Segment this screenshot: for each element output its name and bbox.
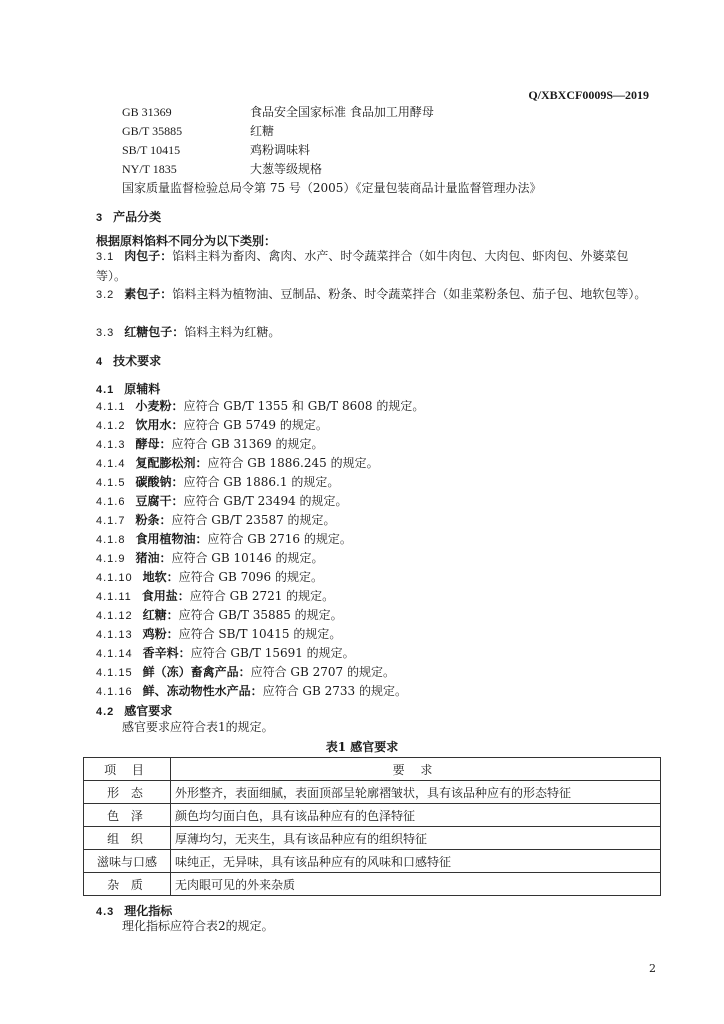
table-row	[84, 781, 661, 804]
table-row	[84, 873, 661, 896]
section-3-heading: 3 产品分类	[96, 210, 162, 224]
clause-4-1-9: 4.1.9 猪油：应符合 GB 10146 的规定。	[96, 551, 324, 565]
section-4-1-heading: 4.1 原辅料	[96, 382, 161, 396]
clause-4-1-16: 4.1.16 鲜、冻动物性水产品：应符合 GB 2733 的规定。	[96, 684, 407, 698]
row-requirement: 外形整齐，表面细腻，表面顶部呈轮廓褶皱状，具有该品种应有的形态特征	[171, 781, 661, 804]
clause-3-3: 3.3 红糖包子：馅料主料为红糖。	[96, 325, 281, 339]
clause-4-1-1: 4.1.1 小麦粉：应符合 GB/T 1355 和 GB/T 8608 的规定。	[96, 399, 425, 413]
reference-row	[122, 104, 434, 121]
clause-4-1-2: 4.1.2 饮用水：应符合 GB 5749 的规定。	[96, 418, 328, 432]
row-item: 滋味与口感	[84, 850, 171, 873]
clause-4-1-14: 4.1.14 香辛料：应符合 GB/T 15691 的规定。	[96, 646, 355, 660]
reference-row	[122, 142, 310, 159]
table-row	[84, 804, 661, 827]
reference-code: GB 31369	[122, 105, 172, 119]
clause-3-1: 3.1 肉包子：馅料主料为畜肉、禽肉、水产、时令蔬菜拌合（如牛肉包、大肉包、虾肉包、外婆菜包等）。	[96, 249, 629, 283]
clause-4-1-4: 4.1.4 复配膨松剂：应符合 GB 1886.245 的规定。	[96, 456, 379, 470]
row-item: 组 织	[84, 827, 171, 850]
row-item: 色 泽	[84, 804, 171, 827]
reference-name: 红糖	[250, 124, 275, 138]
section-4-2-heading: 4.2 感官要求	[96, 704, 173, 718]
clause-4-1-12: 4.1.12 红糖：应符合 GB/T 35885 的规定。	[96, 608, 343, 622]
section-4-3-text: 理化指标应符合表2的规定。	[122, 919, 274, 933]
clause-4-1-13: 4.1.13 鸡粉：应符合 SB/T 10415 的规定。	[96, 627, 342, 641]
reference-row	[122, 161, 322, 178]
table-row	[84, 827, 661, 850]
reference-name: 食品安全国家标准 食品加工用酵母	[250, 105, 434, 119]
row-item: 形 态	[84, 781, 171, 804]
clause-4-1-5: 4.1.5 碳酸钠：应符合 GB 1886.1 的规定。	[96, 475, 340, 489]
clause-4-1-3: 4.1.3 酵母：应符合 GB 31369 的规定。	[96, 437, 324, 451]
row-requirement: 颜色均匀面白色，具有该品种应有的色泽特征	[171, 804, 661, 827]
reference-code: SB/T 10415	[122, 143, 181, 157]
row-requirement: 无肉眼可见的外来杂质	[171, 873, 661, 896]
row-requirement: 厚薄均匀，无夹生，具有该品种应有的组织特征	[171, 827, 661, 850]
standard-code: Q/XBXCF0009S—2019	[528, 88, 649, 102]
clause-4-1-11: 4.1.11 食用盐：应符合 GB 2721 的规定。	[96, 589, 335, 603]
section-4-heading: 4 技术要求	[96, 354, 162, 368]
table-header-row	[84, 758, 661, 781]
reference-name: 大葱等级规格	[250, 162, 323, 176]
reference-row	[122, 123, 274, 140]
table-row	[84, 850, 661, 873]
clause-4-1-15: 4.1.15 鲜（冻）畜禽产品：应符合 GB 2707 的规定。	[96, 665, 395, 679]
header-requirement: 要 求	[171, 758, 661, 781]
clause-4-1-8: 4.1.8 食用植物油：应符合 GB 2716 的规定。	[96, 532, 352, 546]
page-number: 2	[649, 962, 656, 975]
row-item: 杂 质	[84, 873, 171, 896]
reference-code: GB/T 35885	[122, 124, 183, 138]
clause-3-2: 3.2 素包子：馅料主料为植物油、豆制品、粉条、时令蔬菜拌合（如韭菜粉条包、茄子包、地软包等）。	[96, 287, 647, 301]
table-1-caption: 表1 感官要求	[325, 740, 399, 754]
header-item: 项 目	[84, 758, 171, 781]
row-requirement: 味纯正，无异味，具有该品种应有的风味和口感特征	[171, 850, 661, 873]
reference-code: NY/T 1835	[122, 162, 177, 176]
sensory-requirements-table	[83, 757, 661, 896]
section-4-2-text: 感官要求应符合表1的规定。	[122, 720, 274, 734]
clause-4-1-6: 4.1.6 豆腐干：应符合 GB/T 23494 的规定。	[96, 494, 348, 508]
section-3-intro: 根据原料馅料不同分为以下类别：	[96, 234, 277, 248]
reference-name: 鸡粉调味料	[250, 143, 311, 157]
section-4-3-heading: 4.3 理化指标	[96, 904, 173, 918]
clause-4-1-7: 4.1.7 粉条：应符合 GB/T 23587 的规定。	[96, 513, 336, 527]
clause-4-1-10: 4.1.10 地软：应符合 GB 7096 的规定。	[96, 570, 323, 584]
reference-order: 国家质量监督检验总局令第 75 号（2005）《定量包装商品计量监督管理办法》	[122, 181, 542, 195]
